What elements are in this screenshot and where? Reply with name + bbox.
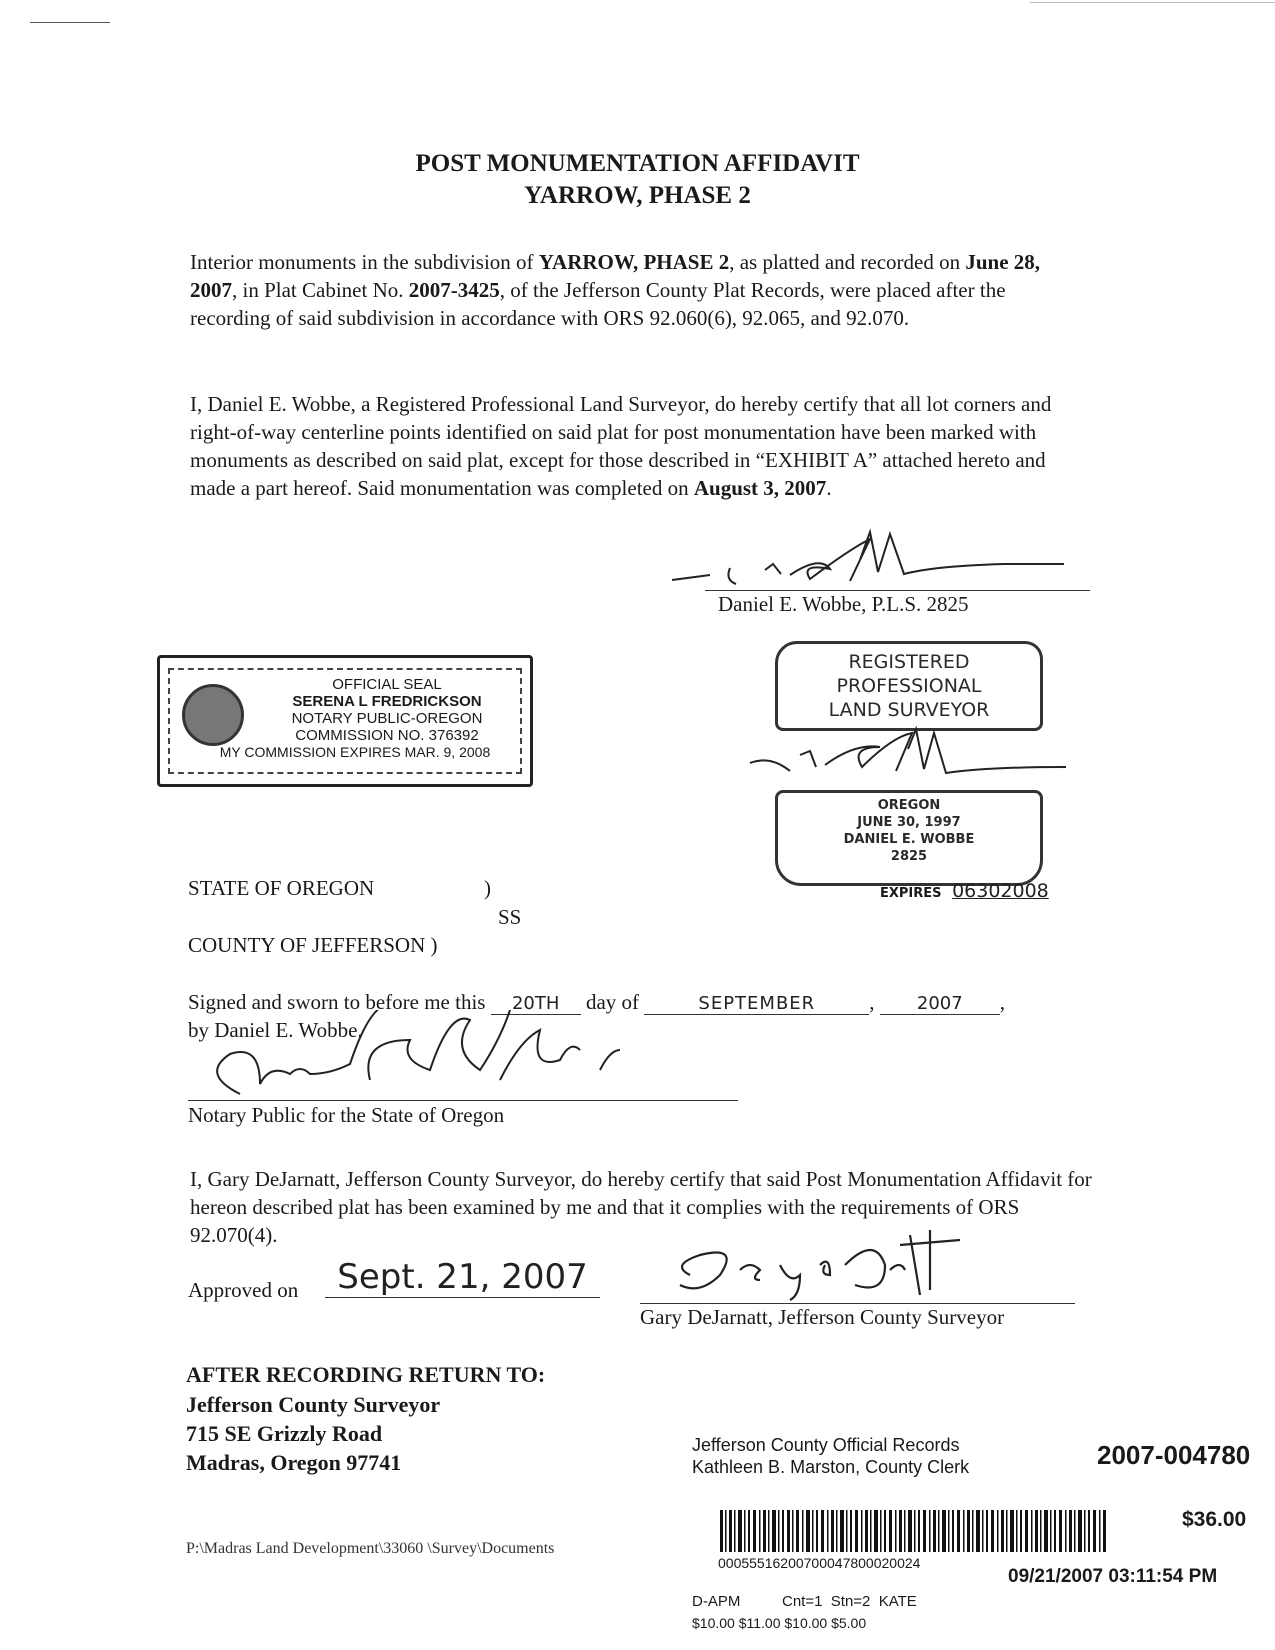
jurat-state: STATE OF OREGON [188,876,375,900]
p1-subdivision: YARROW, PHASE 2 [538,250,730,274]
seal-line-official: OFFICIAL SEAL [332,676,442,693]
jurat-county: COUNTY OF JEFFERSON ) [188,933,438,957]
seal-line-expires: MY COMMISSION EXPIRES MAR. 9, 2008 [219,744,491,760]
stamp-expires [880,880,1049,902]
p1-record-date: June 28, 2007 [190,250,1041,302]
stamp-expires-label: EXPIRES [880,886,942,901]
file-path: P:\Madras Land Development\33060 \Survey\Documents [186,1540,555,1557]
notary-signature-line [188,1100,738,1101]
paragraph-interior-monuments [190,248,1090,332]
jurat-day-value: 20TH [491,993,581,1015]
p2-text-2: . [826,476,832,500]
page-title: POST MONUMENTATION AFFIDAVIT [415,150,860,177]
stamp-line-registered: REGISTERED [848,651,970,673]
p2-completion-date: August 3, 2007 [693,476,827,500]
notary-official-seal [157,655,533,787]
stamp-line-professional: PROFESSIONAL [836,675,982,697]
return-line-1: Jefferson County Surveyor [186,1392,441,1417]
surveyor-signature-scribble [670,520,1090,595]
stamp-expires-value: 06302008 [952,880,1049,902]
surveyor-stamp-details [775,790,1043,886]
seal-line-commission: COMMISSION NO. 376392 [295,727,479,744]
jurat-day-of: day of [585,990,640,1014]
state-seal-icon [182,684,244,746]
approved-label: Approved on [188,1278,299,1302]
recording-fee: $36.00 [1182,1508,1247,1531]
p1-text-3: , in Plat Cabinet No. [232,278,409,302]
county-surveyor-label: Gary DeJarnatt, Jefferson County Surveyor [640,1305,1005,1329]
approved-date-value: Sept. 21, 2007 [325,1257,600,1298]
return-line-2: 715 SE Grizzly Road [186,1421,383,1446]
recording-clerk: Kathleen B. Marston, County Clerk [692,1457,970,1477]
surveyor-signature-line [705,590,1090,591]
notary-label: Notary Public for the State of Oregon [188,1103,505,1127]
return-line-3: Madras, Oregon 97741 [186,1450,402,1475]
recording-office: Jefferson County Official Records [692,1435,960,1455]
p1-text-4: , of the Jefferson County Plat Records, were placed after the recording of said subdivision in accordance with ORS 92.060(6), 92.065, and 92.070. [190,278,1006,330]
county-certification: I, Gary DeJarnatt, Jefferson County Surveyor, do hereby certify that said Post Monumentation Affidavit for hereon described plat has been examined by me and that it complies with the requirements of ORS 92.070(4). [190,1167,1092,1247]
county-surveyor-signature-line [640,1303,1075,1304]
corner-mark [30,22,110,23]
seal-line-notary: NOTARY PUBLIC-OREGON [291,710,483,727]
recording-fees-line: $10.00 $11.00 $10.00 $5.00 [692,1615,867,1631]
barcode [720,1510,1110,1552]
county-surveyor-signature-scribble [660,1225,990,1305]
p1-text-2: , as platted and recorded on [729,250,966,274]
stamp-date: JUNE 30, 1997 [857,815,961,830]
stamp-line-land-surveyor: LAND SURVEYOR [828,699,990,721]
stamp-name: DANIEL E. WOBBE [843,832,975,847]
jurat-signed-text: Signed and sworn to before me this [188,990,486,1014]
jurat-month-value: SEPTEMBER [644,993,869,1015]
stamp-number: 2825 [890,849,928,864]
surveyor-stamp-header [775,641,1043,731]
jurat-by: by Daniel E. Wobbe. [188,1018,363,1042]
page-subtitle: YARROW, PHASE 2 [524,182,751,209]
recording-doc-number: 2007-004780 [1097,1440,1251,1470]
p1-cabinet-no: 2007-3425 [408,278,500,302]
stamp-signature-scribble [740,725,1120,785]
stamp-state: OREGON [877,798,941,813]
paragraph-certification [190,390,1090,502]
surveyor-signature-label: Daniel E. Wobbe, P.L.S. 2825 [718,592,969,616]
p1-text-1: Interior monuments in the subdivision of [190,250,539,274]
jurat-ss: SS [498,905,522,929]
seal-line-name: SERENA L FREDRICKSON [292,693,482,710]
jurat-year-value: 2007 [880,993,1000,1015]
recording-code-line: D-APM Cnt=1 Stn=2 KATE [692,1593,917,1610]
return-heading: AFTER RECORDING RETURN TO: [186,1362,546,1387]
recording-timestamp: 09/21/2007 03:11:54 PM [1008,1566,1218,1587]
corner-mark-right [1030,2,1275,3]
jurat-signed-line: Signed and sworn to before me this 20TH day of SEPTEMBER , 2007 , [188,990,1006,1014]
barcode-number: 00055516200700047800020024 [718,1555,921,1571]
notary-signature-scribble [200,1010,660,1100]
p2-text-1: I, Daniel E. Wobbe, a Registered Professional Land Surveyor, do hereby certify that all lot corners and right-of-way centerline points identified on said plat for post monumentation have been marked with monuments as described on said plat, except for those described in “EXHIBIT A” attached hereto and made a part hereof. Said monumentation was completed on [190,392,1052,500]
jurat-paren: ) [484,876,491,900]
